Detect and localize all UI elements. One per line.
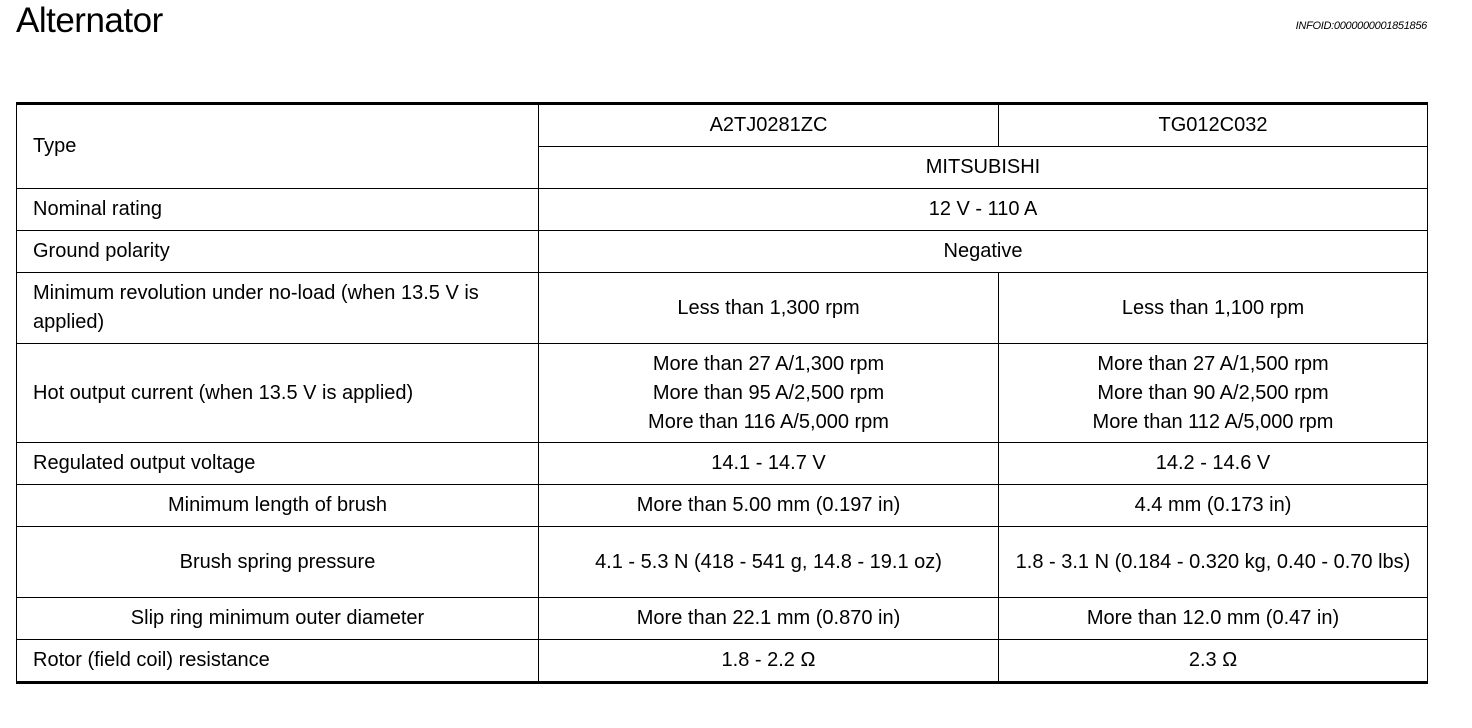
rotor-resistance-col1: 1.8 - 2.2 Ω [539,640,999,683]
hot-output-col2-line-1: More than 27 A/1,500 rpm [1097,352,1329,375]
table-row-nominal-rating [17,189,1428,231]
brush-length-col2: 4.4 mm (0.173 in) [999,485,1428,527]
type-label: Type [17,104,539,189]
hot-output-col1 [539,344,999,443]
hot-output-col1-line-2: More than 95 A/2,500 rpm [652,381,885,404]
manufacturer-value: MITSUBISHI [539,147,1428,189]
slip-ring-col1: More than 22.1 mm (0.870 in) [539,598,999,640]
brush-pressure-col1: 4.1 - 5.3 N (418 - 541 g, 14.8 - 19.1 oz) [539,527,999,598]
model-a2tj0281zc: A2TJ0281ZC [539,104,999,147]
regulated-voltage-col1: 14.1 - 14.7 V [539,443,999,485]
table-row-hot-output [17,344,1428,443]
regulated-voltage-label: Regulated output voltage [17,443,539,485]
table-row-rotor-resistance [17,640,1428,683]
brush-length-label: Minimum length of brush [17,485,539,527]
table-row-min-revolution [17,273,1428,344]
slip-ring-label: Slip ring minimum outer diameter [17,598,539,640]
table-row-regulated-voltage [17,443,1428,485]
model-tg012c032: TG012C032 [999,104,1428,147]
hot-output-col1-line-3: More than 116 A/5,000 rpm [648,410,889,433]
nominal-rating-label: Nominal rating [17,189,539,231]
info-id: INFOID:0000000001851856 [1295,20,1427,32]
hot-output-col2-line-3: More than 112 A/5,000 rpm [1092,410,1334,433]
brush-pressure-col2: 1.8 - 3.1 N (0.184 - 0.320 kg, 0.40 - 0.70 lbs) [999,527,1428,598]
table-row-type-models [17,104,1428,147]
ground-polarity-label: Ground polarity [17,231,539,273]
nominal-rating-value: 12 V - 110 A [539,189,1428,231]
table-row-brush-length [17,485,1428,527]
regulated-voltage-col2: 14.2 - 14.6 V [999,443,1428,485]
hot-output-col2-line-2: More than 90 A/2,500 rpm [1097,381,1329,404]
ground-polarity-value: Negative [539,231,1428,273]
alternator-spec-table [16,102,1428,684]
slip-ring-col2: More than 12.0 mm (0.47 in) [999,598,1428,640]
hot-output-col2 [999,344,1428,443]
rotor-resistance-label: Rotor (field coil) resistance [17,640,539,683]
table-row-ground-polarity [17,231,1428,273]
brush-length-col1: More than 5.00 mm (0.197 in) [539,485,999,527]
hot-output-col1-line-1: More than 27 A/1,300 rpm [652,352,885,375]
min-revolution-col1: Less than 1,300 rpm [539,273,999,344]
min-revolution-col2: Less than 1,100 rpm [999,273,1428,344]
page-title: Alternator [16,1,163,40]
min-revolution-label: Minimum revolution under no-load (when 13.5 V is applied) [17,273,539,344]
table-row-slip-ring [17,598,1428,640]
table-row-brush-pressure [17,527,1428,598]
rotor-resistance-col2: 2.3 Ω [999,640,1428,683]
hot-output-label: Hot output current (when 13.5 V is applied) [17,344,539,443]
brush-pressure-label: Brush spring pressure [17,527,539,598]
